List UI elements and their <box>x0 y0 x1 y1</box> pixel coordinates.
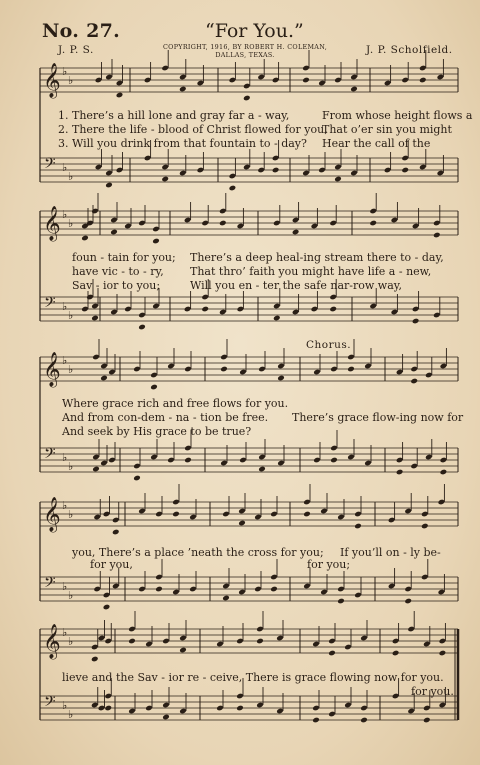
note-head <box>369 220 377 227</box>
note-head <box>354 523 362 530</box>
note-head <box>423 717 431 724</box>
note-head <box>440 469 448 476</box>
treble-clef-icon: 𝄞 <box>43 497 61 532</box>
note-head <box>238 520 246 527</box>
flat-icon: ♭ <box>62 499 68 512</box>
lyric-line: There’s a deep heal-ing stream there to - day, <box>190 251 444 264</box>
note-head <box>100 375 108 382</box>
bass-clef-icon: 𝄢 <box>44 294 56 315</box>
note-head <box>433 232 441 239</box>
treble-clef-icon: 𝄞 <box>43 624 61 659</box>
note-head <box>347 366 355 373</box>
flat-icon: ♭ <box>68 363 74 376</box>
lyric-line: Sav - ior to you; <box>72 279 161 292</box>
flat-icon: ♭ <box>62 65 68 78</box>
note-head <box>330 457 338 464</box>
note-head <box>110 229 118 236</box>
note-head <box>150 384 158 391</box>
note-head <box>220 366 228 373</box>
flat-icon: ♭ <box>68 74 74 87</box>
bass-clef-icon: 𝄢 <box>44 155 56 176</box>
note-head <box>273 315 281 322</box>
flat-icon: ♭ <box>68 217 74 230</box>
lyric-line: Hear the call of the <box>322 137 431 150</box>
flat-icon: ♭ <box>68 508 74 521</box>
note-head <box>152 238 160 245</box>
note-head <box>404 598 412 605</box>
note-head <box>360 717 368 724</box>
note-head <box>392 650 400 657</box>
note-head <box>419 77 427 84</box>
note-head <box>277 375 285 382</box>
lyric-line: 3. Will you drink from that fountain to - day? <box>58 137 307 150</box>
note-head <box>219 220 227 227</box>
flat-icon: ♭ <box>68 589 74 602</box>
flat-icon: ♭ <box>62 161 68 174</box>
note-head <box>329 306 337 313</box>
note-head <box>179 647 187 654</box>
note-head <box>328 650 336 657</box>
flat-icon: ♭ <box>68 708 74 721</box>
flat-icon: ♭ <box>62 300 68 313</box>
note-head <box>337 598 345 605</box>
lyric-line: you, There’s a place ’neath the cross for you; <box>72 546 324 559</box>
lyricist-credit: J. P. S. <box>58 44 94 56</box>
hymn-title: “For You.” <box>205 20 304 42</box>
note-head <box>105 182 113 189</box>
lyric-line: Will you en - ter the safe nar-row way, <box>190 279 402 292</box>
note-head <box>410 378 418 385</box>
note-head <box>303 511 311 518</box>
lyric-line: That thro’ faith you might have life a - new, <box>190 265 432 278</box>
flat-icon: ♭ <box>62 699 68 712</box>
note-head <box>272 167 280 174</box>
copyright-line-2: DALLAS, TEXAS. <box>215 51 275 59</box>
note-head <box>161 176 169 183</box>
treble-clef-icon: 𝄞 <box>43 206 61 241</box>
flat-icon: ♭ <box>62 626 68 639</box>
note-head <box>112 529 120 536</box>
lyric-line: 1. There’s a hill lone and gray far a - way, <box>58 109 290 122</box>
note-head <box>133 475 141 482</box>
flat-icon: ♭ <box>68 170 74 183</box>
lyric-line: lieve and the Sav - ior re - ceive, There is grace flowing now for you. <box>62 671 444 684</box>
bass-clef-icon: 𝄢 <box>44 445 56 466</box>
note-head <box>92 466 100 473</box>
note-head <box>229 185 237 192</box>
lyric-line: have vic - to - ry, <box>72 265 164 278</box>
note-head <box>172 511 180 518</box>
note-head <box>401 167 409 174</box>
lyric-line: From whose height flows a <box>322 109 473 122</box>
lyric-line: Where grace rich and free flows for you. <box>62 397 289 410</box>
lyric-line: for you; <box>307 558 351 571</box>
treble-clef-icon: 𝄞 <box>43 352 61 387</box>
note-head <box>162 714 170 721</box>
flat-icon: ♭ <box>62 208 68 221</box>
note-head <box>81 235 89 242</box>
note-head <box>439 650 447 657</box>
note-head <box>201 306 209 313</box>
flat-icon: ♭ <box>68 635 74 648</box>
hymn-number: No. 27. <box>42 20 121 42</box>
note-head <box>256 638 264 645</box>
lyric-line: And from con-dem - na - tion be free. <box>62 411 269 424</box>
note-head <box>302 77 310 84</box>
note-head <box>312 717 320 724</box>
lyric-line: for you. <box>411 685 454 698</box>
note-head <box>412 318 420 325</box>
note-head <box>138 324 146 331</box>
note-head <box>243 95 251 102</box>
note-head <box>258 466 266 473</box>
lyric-line: foun - tain for you; <box>72 251 176 264</box>
note-head <box>91 656 99 663</box>
bass-clef-icon: 𝄢 <box>44 693 56 714</box>
flat-icon: ♭ <box>62 580 68 593</box>
note-head <box>179 86 187 93</box>
note-head <box>116 92 124 99</box>
flat-icon: ♭ <box>62 451 68 464</box>
lyric-line: There’s grace flow-ing now for <box>292 411 464 424</box>
note-head <box>350 86 358 93</box>
note-head <box>236 705 244 712</box>
note-head <box>270 586 278 593</box>
copyright-line-1: COPYRIGHT, 1916, BY ROBERT H. COLEMAN, <box>162 43 328 51</box>
composer-credit: J. P. Scholfield. <box>366 44 453 56</box>
note-head <box>292 229 300 236</box>
lyric-line: 2. There the life - blood of Christ flowed for you, <box>58 123 328 136</box>
note-head <box>184 457 192 464</box>
lyric-line: And seek by His grace to be true? <box>62 425 252 438</box>
note-head <box>155 586 163 593</box>
flat-icon: ♭ <box>68 460 74 473</box>
lyric-line: That o’er sin you might <box>322 123 452 136</box>
note-head <box>91 315 99 322</box>
note-head <box>222 595 230 602</box>
lyric-line: If you’ll on - ly be- <box>340 546 441 559</box>
note-head <box>103 604 111 611</box>
bass-clef-icon: 𝄢 <box>44 574 56 595</box>
note-head <box>104 705 112 712</box>
chorus-label: Chorus. <box>306 339 352 351</box>
note-head <box>396 469 404 476</box>
note-head <box>128 638 136 645</box>
treble-clef-icon: 𝄞 <box>43 63 61 98</box>
flat-icon: ♭ <box>68 309 74 322</box>
note-head <box>421 523 429 530</box>
lyric-line: for you, <box>90 558 133 571</box>
note-head <box>334 176 342 183</box>
flat-icon: ♭ <box>62 354 68 367</box>
